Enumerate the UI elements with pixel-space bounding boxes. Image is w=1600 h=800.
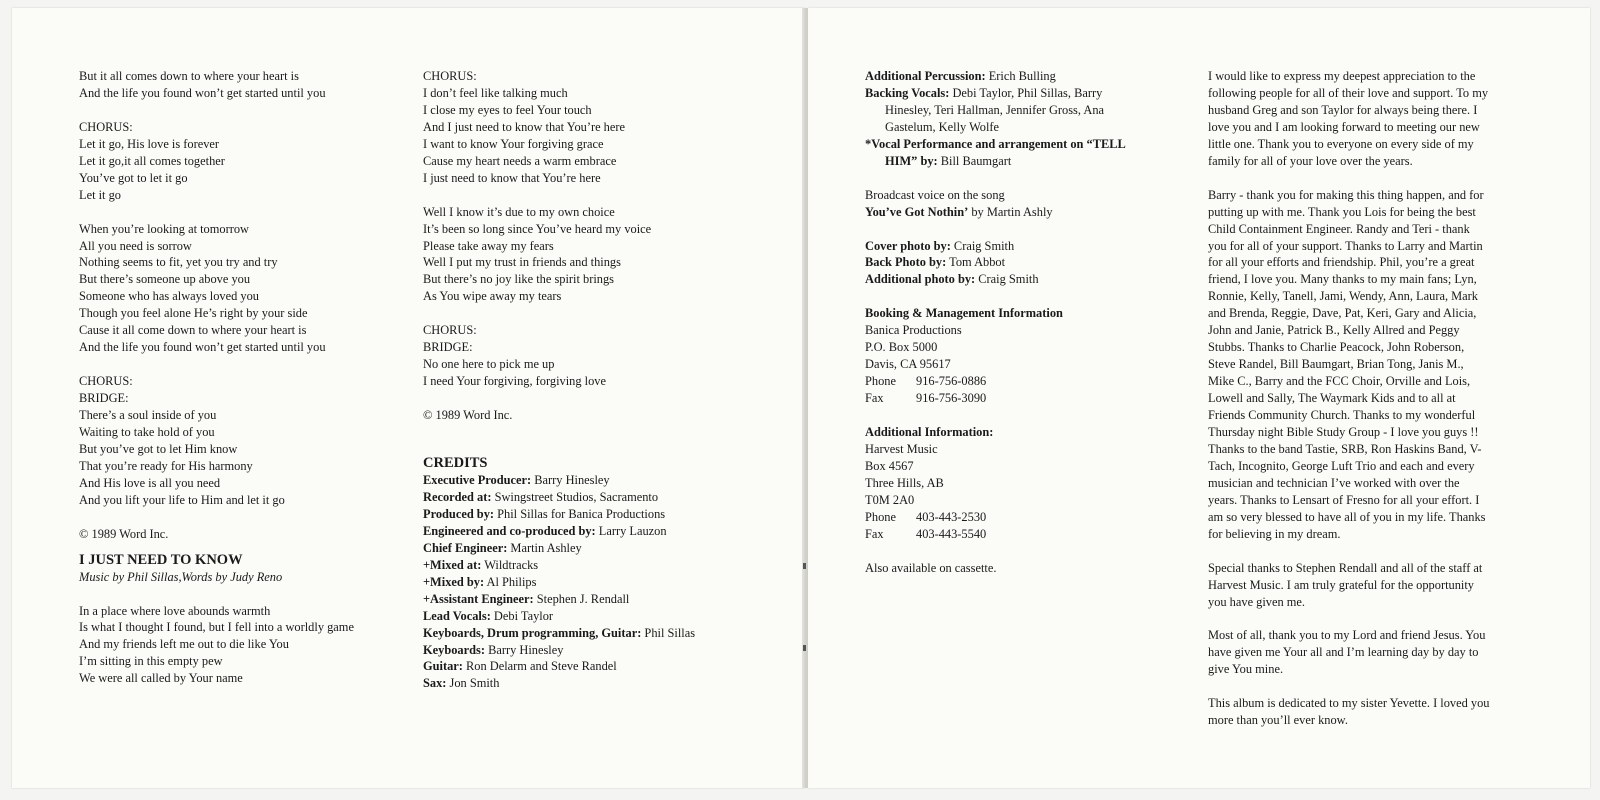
credit-line — [423, 506, 695, 523]
credit-name: Barry Hinesley — [531, 472, 610, 487]
credit-line — [865, 271, 1126, 288]
lyric-line: Please take away my fears — [423, 238, 554, 253]
lyric-line: I want to know Your forgiving grace — [423, 136, 604, 151]
thanks-line: years. Thanks to Lensart of Fresno for all your effort. I — [1208, 492, 1480, 507]
lyric-line: Well I know it’s due to my own choice — [423, 204, 615, 219]
lyric-line: Cause my heart needs a warm embrace — [423, 153, 617, 168]
lyric-line: Waiting to take hold of you — [79, 424, 215, 439]
dedication-line: more than you’ll ever know. — [1208, 713, 1348, 728]
credit-name: Phil Sillas — [641, 625, 696, 640]
lyric-line: And the life you found won’t get started until you — [79, 340, 326, 355]
fax-line — [865, 390, 1126, 407]
credits-column-3 — [865, 68, 1126, 577]
credit-line — [423, 625, 695, 642]
credit-name: Barry Hinesley — [484, 642, 564, 657]
thanks-line: Thursday night Bible Study Group - I love you guys !! — [1208, 425, 1479, 439]
credit-name: Phil Sillas for Banica Productions — [494, 506, 666, 521]
lyric-line: Nothing seems to fit, yet you try and try — [79, 255, 278, 270]
additional-info-heading: Additional Information: — [865, 424, 994, 439]
lyric-line: I close my eyes to feel Your touch — [423, 102, 592, 117]
thanks-line: Mike C., Barry and the FCC Choir, Orville and Lois, — [1208, 374, 1471, 389]
credit-role: Keyboards: — [423, 642, 485, 657]
lyric-line: I just need to know that You’re here — [423, 170, 601, 185]
address-line: Banica Productions — [865, 323, 962, 338]
thanks-line: Most of all, thank you to my Lord and friend Jesus. You — [1208, 628, 1486, 643]
fax-number: 916-756-3090 — [916, 391, 987, 406]
credit-line — [423, 557, 695, 574]
thanks-line: friend, I love you. Many thanks to my main fans; Lyn, — [1208, 272, 1477, 287]
credit-role: Lead Vocals: — [423, 608, 491, 623]
credit-line — [865, 153, 1126, 170]
copyright-notice: © 1989 Word Inc. — [423, 408, 513, 423]
address-line: T0M 2A0 — [865, 492, 915, 507]
address-line: Three Hills, AB — [865, 475, 944, 490]
phone-number: 916-756-0886 — [916, 374, 987, 389]
credit-name: Larry Lauzon — [595, 523, 667, 538]
credit-role: Produced by: — [423, 506, 495, 521]
song-credit: Music by Phil Sillas,Words by Judy Reno — [79, 569, 283, 584]
fax-line — [865, 526, 1126, 543]
thanks-line: I would like to express my deepest appreciation to the — [1208, 69, 1476, 83]
credit-line — [423, 540, 695, 557]
credit-role: Sax: — [423, 676, 447, 691]
credit-role: Additional Percussion: — [865, 69, 986, 83]
fax-number: 403-443-5540 — [916, 526, 987, 541]
credit-line — [423, 574, 695, 591]
credit-role: Recorded at: — [423, 489, 492, 504]
credit-line — [865, 254, 1126, 271]
credit-role: HIM” by: — [885, 153, 938, 168]
thanks-line: for all your efforts and friendship. Phil, you’re a great — [1208, 255, 1475, 270]
thanks-line: husband Greg and son Taylor for always being there. I — [1208, 102, 1478, 117]
lyric-line: But there’s someone up above you — [79, 272, 251, 287]
lyric-line: You’ve got to let it go — [79, 170, 188, 185]
credit-line — [865, 85, 1126, 102]
lyric-line: Well I put my trust in friends and things — [423, 255, 621, 270]
thanks-line: have given me Your all and I’m learning day by day to — [1208, 645, 1479, 660]
credit-role: Back Photo by: — [865, 255, 947, 270]
lyric-line: But it all comes down to where your heart is — [79, 69, 299, 83]
credit-role: Backing Vocals: — [865, 85, 950, 100]
address-line: Davis, CA 95617 — [865, 357, 951, 372]
credit-name: Al Philips — [484, 574, 537, 589]
credit-line — [423, 658, 695, 675]
credit-line — [423, 608, 695, 625]
credit-role: Additional photo by: — [865, 272, 976, 287]
address-line: P.O. Box 5000 — [865, 340, 938, 355]
thanks-line: family for all of your love over the years. — [1208, 153, 1413, 168]
address-line: Harvest Music — [865, 441, 938, 456]
credit-role: Guitar: — [423, 659, 463, 674]
cassette-note: Also available on cassette. — [865, 560, 997, 575]
lyric-line: Someone who has always loved you — [79, 289, 259, 304]
thanks-line: give You mine. — [1208, 662, 1284, 677]
lyric-line: In a place where love abounds warmth — [79, 603, 271, 618]
chorus-label: CHORUS: — [423, 69, 477, 83]
credit-role: +Mixed at: — [423, 557, 482, 572]
thanks-line: Lowell and Sally, The Waymark Kids and to all at — [1208, 391, 1456, 406]
credit-name: Martin Ashley — [507, 540, 582, 555]
copyright-notice: © 1989 Word Inc. — [79, 526, 169, 541]
credit-name: Debi Taylor, Phil Sillas, Barry — [949, 85, 1103, 100]
credit-name: Wildtracks — [481, 557, 539, 572]
phone-line — [865, 509, 1126, 526]
thanks-line: Barry - thank you for making this thing happen, and for — [1208, 187, 1484, 202]
lyric-line: I need Your forgiving, forgiving love — [423, 374, 606, 389]
chorus-label: CHORUS: — [79, 374, 133, 389]
broadcast-credit — [865, 204, 1126, 221]
credits-heading: CREDITS — [423, 454, 488, 471]
thanks-line: Steve Randel, Bill Baumgart, Brian Tong, Janis M., — [1208, 357, 1464, 372]
credit-name: Debi Taylor — [490, 608, 554, 623]
lyric-line: I don’t feel like talking much — [423, 85, 568, 100]
credit-role: Executive Producer: — [423, 472, 532, 487]
credit-line — [423, 472, 695, 489]
thanks-line: little one. Thank you to everyone on every side of my — [1208, 136, 1474, 151]
credit-line — [865, 238, 1126, 255]
fax-label: Fax — [865, 526, 884, 541]
credit-name: Ron Delarm and Steve Randel — [462, 659, 617, 674]
lyric-line: Let it go — [79, 187, 121, 202]
lyrics-credits-column-2 — [423, 68, 695, 692]
phone-label: Phone — [865, 374, 896, 389]
lyric-line: And His love is all you need — [79, 475, 221, 490]
credit-role: +Assistant Engineer: — [423, 591, 534, 606]
credit-line — [423, 489, 695, 506]
credit-role: +Mixed by: — [423, 574, 485, 589]
thanks-line: you for all of your support. Thanks to Larry and Martin — [1208, 238, 1483, 253]
lyric-line: Cause it all come down to where your heart is — [79, 323, 307, 338]
thanks-line: following people for all of their love and support. To my — [1208, 85, 1489, 100]
chorus-label: CHORUS: — [79, 119, 133, 134]
thanks-line: putting up with me. Thank you Lois for being the best — [1208, 204, 1476, 219]
credit-role: Keyboards, Drum programming, Guitar: — [423, 625, 642, 640]
thanks-line: musician and technician I’ve worked with over the — [1208, 475, 1460, 490]
thanks-column-4 — [1208, 68, 1490, 729]
credit-role: Engineered and co-produced by: — [423, 523, 596, 538]
song-title: I JUST NEED TO KNOW — [79, 551, 243, 568]
lyric-line: And my friends left me out to die like You — [79, 637, 289, 652]
credit-name: Gastelum, Kelly Wolfe — [885, 119, 1000, 134]
lyric-line: Let it go, His love is forever — [79, 136, 220, 151]
credit-role: Cover photo by: — [865, 238, 951, 253]
lyric-line: There’s a soul inside of you — [79, 408, 217, 423]
credit-role: Chief Engineer: — [423, 540, 508, 555]
credit-line — [423, 642, 695, 659]
thanks-line: Special thanks to Stephen Rendall and all of the staff at — [1208, 560, 1483, 575]
thanks-line: John and Janie, Patrick B., Kelly Allred and Peggy — [1208, 323, 1460, 338]
lyric-line: That you’re ready for His harmony — [79, 458, 253, 473]
lyric-line: We were all called by Your name — [79, 671, 243, 686]
credit-name: Tom Abbot — [946, 255, 1006, 270]
lyric-line: And you lift your life to Him and let it go — [79, 492, 285, 507]
thanks-line: Friends Community Church. Thanks to my wonderful — [1208, 408, 1476, 423]
thanks-line: and Brenda, Reggie, Dave, Pat, Keri, Gary and Alicia, — [1208, 306, 1477, 321]
credit-line — [865, 68, 1126, 85]
lyrics-column-1 — [79, 68, 354, 687]
song-name: You’ve Got Nothin’ — [865, 204, 969, 219]
dedication-line: This album is dedicated to my sister Yevette. I loved you — [1208, 696, 1490, 711]
address-line: Box 4567 — [865, 458, 914, 473]
thanks-line: Ronnie, Kelly, Tanell, Jami, Wendy, Ann, Laura, Mark — [1208, 289, 1478, 304]
lyric-line: Though you feel alone He’s right by your side — [79, 306, 308, 321]
lyric-line: No one here to pick me up — [423, 357, 555, 372]
fax-label: Fax — [865, 391, 884, 406]
credit-name: Craig Smith — [975, 272, 1039, 287]
lyric-line: But there’s no joy like the spirit brings — [423, 272, 615, 287]
credit-name: Stephen J. Rendall — [533, 591, 630, 606]
credit-name: Jon Smith — [446, 676, 500, 691]
phone-line — [865, 373, 1126, 390]
staple-mark-top — [803, 563, 806, 569]
thanks-line: Stubbs. Thanks to Charlie Peacock, John Roberson, — [1208, 340, 1465, 355]
lyric-line: As You wipe away my tears — [423, 289, 562, 304]
lyric-line: And I just need to know that You’re here — [423, 119, 625, 134]
broadcast-note: Broadcast voice on the song — [865, 187, 1005, 202]
thanks-line: am so very blessed to have all of you in my life. Thanks — [1208, 509, 1486, 524]
thanks-line: Child Containment Engineer. Randy and Teri - thank — [1208, 221, 1470, 236]
credit-name: Hinesley, Teri Hallman, Jennifer Gross, Ana — [885, 102, 1105, 117]
bridge-label: BRIDGE: — [79, 391, 129, 406]
thanks-line: you have given me. — [1208, 594, 1306, 609]
chorus-label: CHORUS: — [423, 323, 477, 338]
lyric-line: I’m sitting in this empty pew — [79, 654, 223, 669]
thanks-line: Tach, Incognito, George Luft Trio and each and every — [1208, 458, 1475, 473]
lyric-line: And the life you found won’t get started until you — [79, 85, 326, 100]
thanks-line: Thanks to the band Tastie, SRB, Ron Haskins Band, V- — [1208, 441, 1482, 456]
booking-heading: Booking & Management Information — [865, 306, 1063, 321]
credit-name: by Martin Ashly — [968, 204, 1053, 219]
lyric-line: Let it go,it all comes together — [79, 153, 225, 168]
credit-name: Swingstreet Studios, Sacramento — [491, 489, 659, 504]
credit-name: Bill Baumgart — [937, 153, 1012, 168]
credit-role: *Vocal Performance and arrangement on “TELL — [865, 136, 1126, 151]
thanks-line: Harvest Music. I am truly grateful for the opportunity — [1208, 577, 1474, 592]
credit-line — [423, 675, 695, 692]
lyric-line: But you’ve got to let Him know — [79, 441, 238, 456]
thanks-line: for believing in my dream. — [1208, 526, 1341, 541]
lyric-line: All you need is sorrow — [79, 238, 192, 253]
lyric-line: It’s been so long since You’ve heard my voice — [423, 221, 652, 236]
staple-mark-bottom — [803, 645, 806, 651]
credit-line — [423, 591, 695, 608]
phone-label: Phone — [865, 509, 896, 524]
thanks-line: love you and I am looking forward to meeting our new — [1208, 119, 1480, 134]
lyric-line: When you’re looking at tomorrow — [79, 221, 249, 236]
lyric-line: Is what I thought I found, but I fell into a worldly game — [79, 620, 354, 635]
credit-name: Erich Bulling — [985, 69, 1056, 83]
phone-number: 403-443-2530 — [916, 509, 987, 524]
credit-name: Craig Smith — [950, 238, 1015, 253]
bridge-label: BRIDGE: — [423, 340, 473, 355]
credit-line — [423, 523, 695, 540]
